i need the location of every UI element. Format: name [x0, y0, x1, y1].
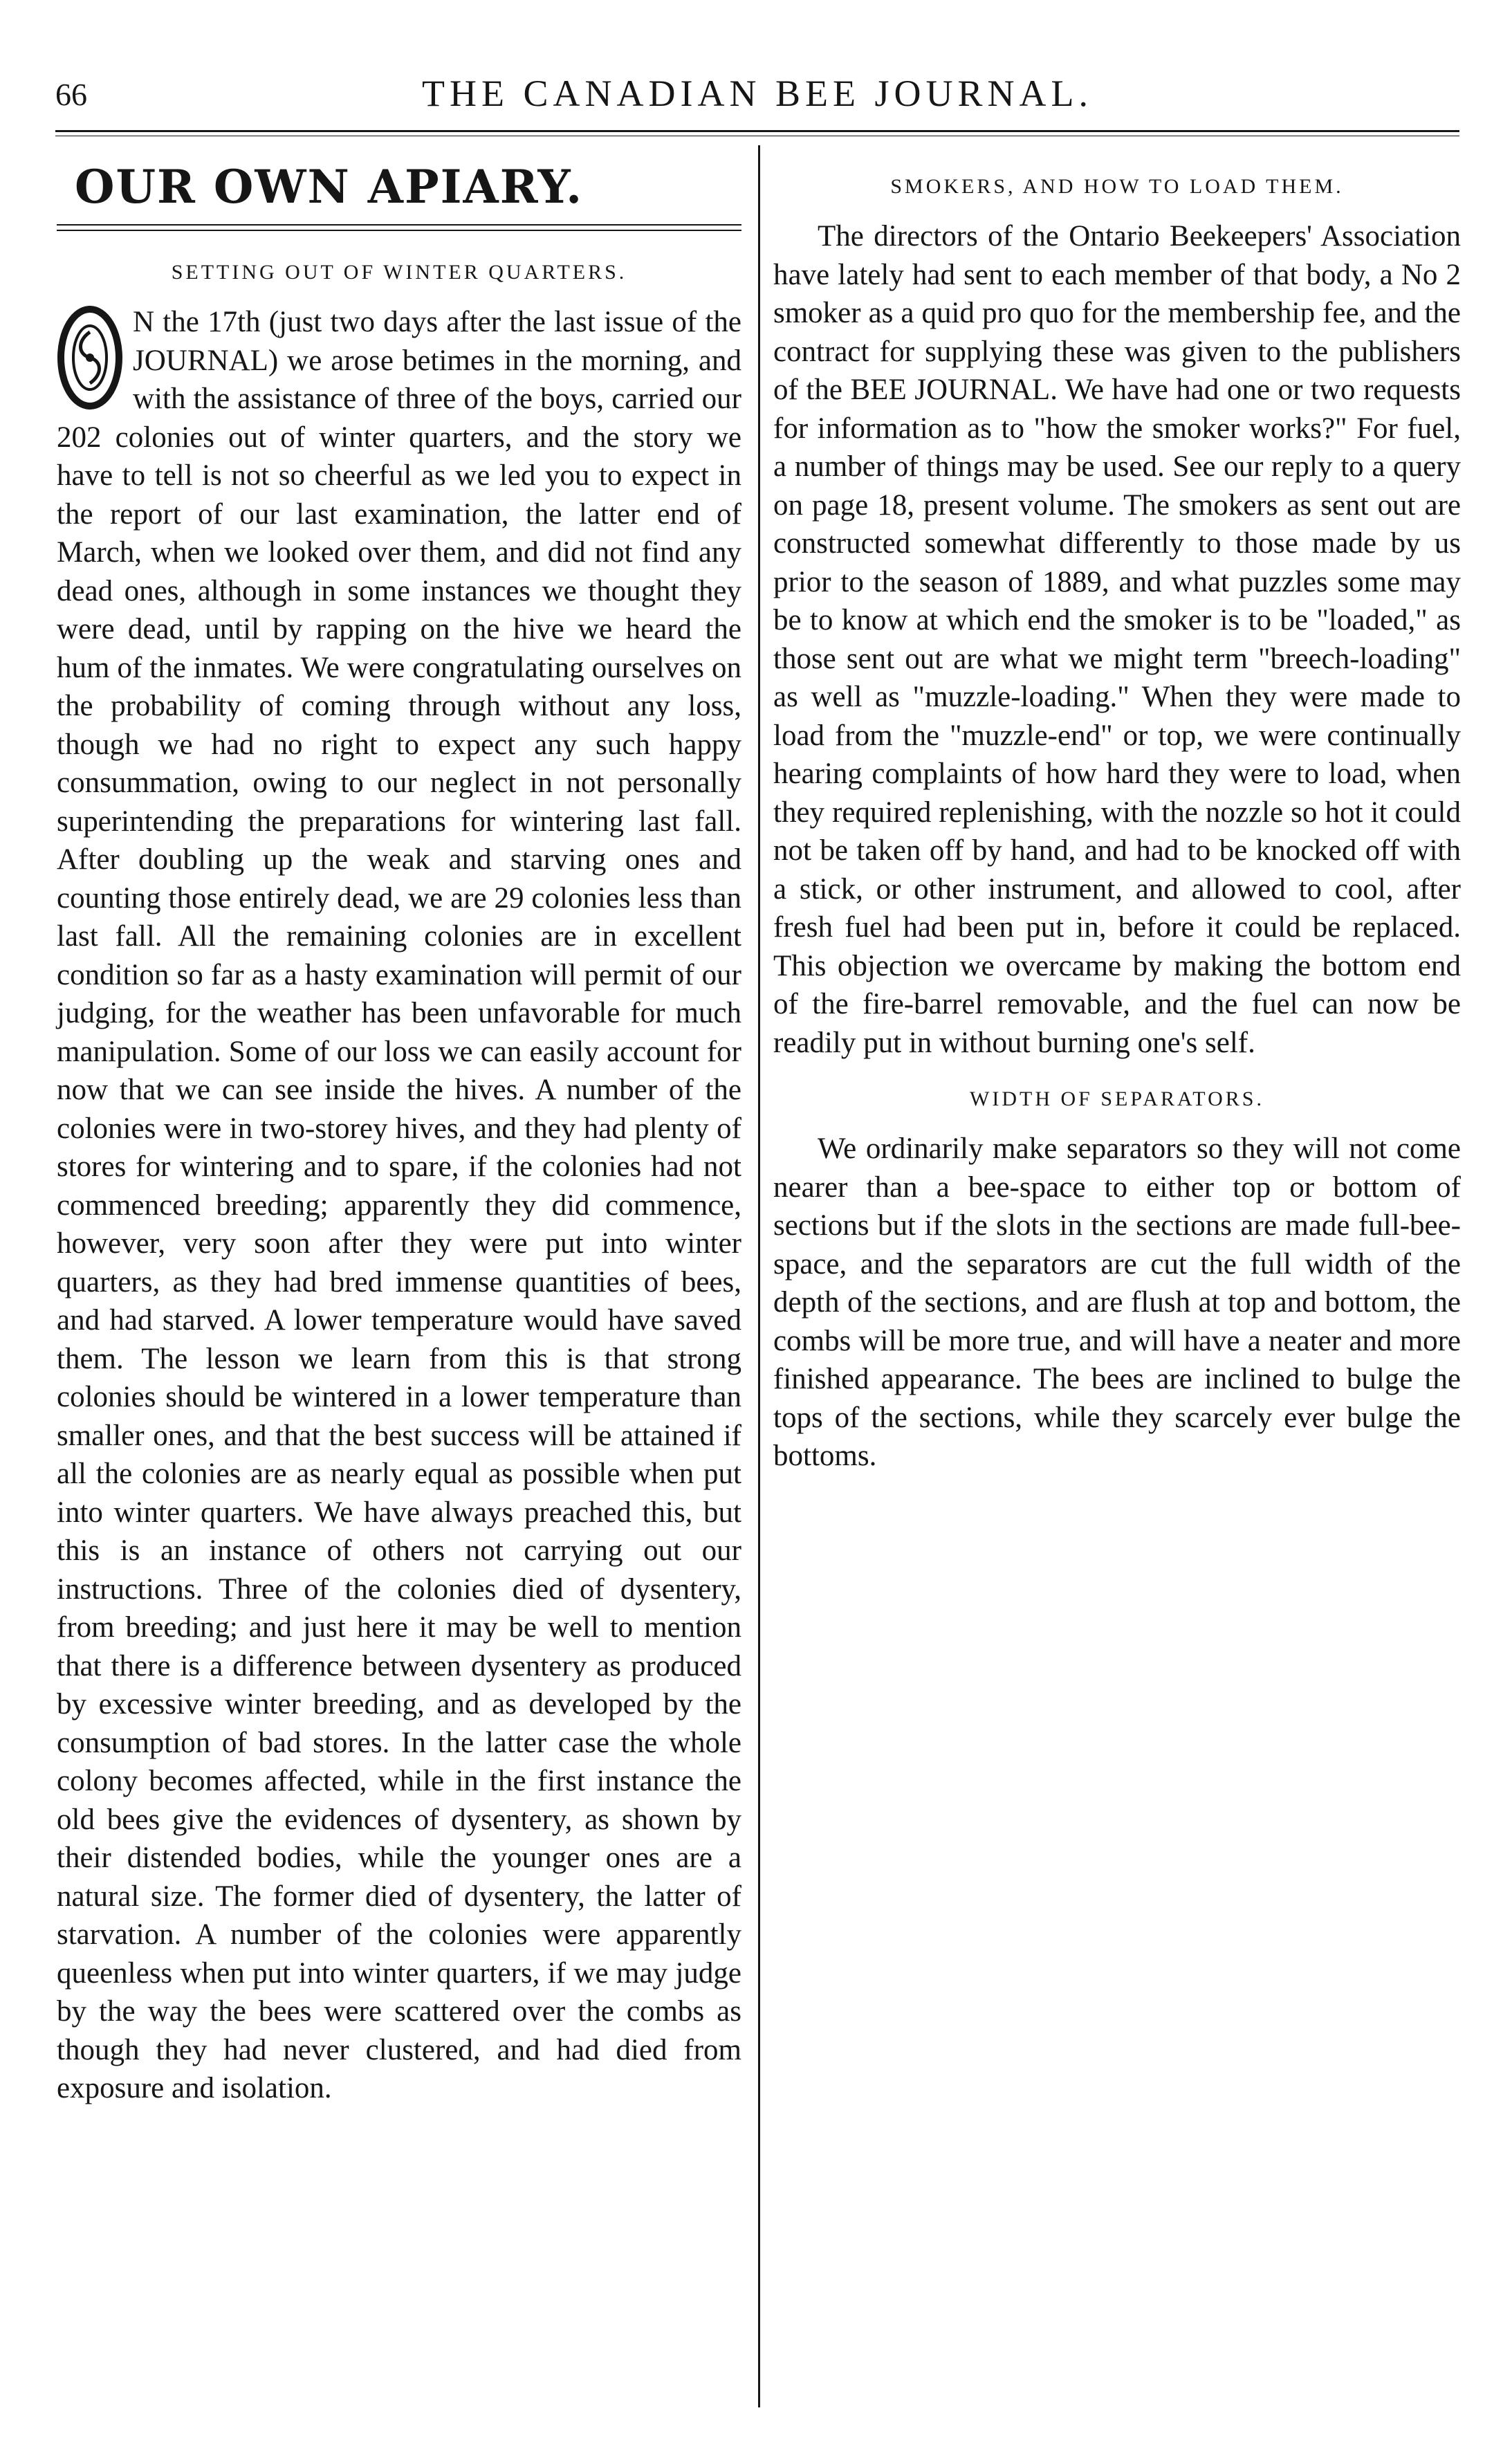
dropcap-ornament	[57, 306, 123, 410]
left-column	[57, 149, 741, 2108]
subhead-separators: WIDTH OF SEPARATORS.	[970, 1087, 1264, 1110]
column-divider	[758, 145, 760, 2407]
subhead-smokers: SMOKERS, AND HOW TO LOAD THEM.	[890, 175, 1344, 198]
section-title: OUR OWN APIARY.	[75, 160, 584, 214]
journal-title: THE CANADIAN BEE JOURNAL.	[422, 73, 1093, 114]
page-number: 66	[55, 77, 87, 112]
article-smokers-text: The directors of the Ontario Beekeepers' Association have lately had sent to each member of that body, a No 2 smoker as a quid pro quo for the membership fee, and the contract for supplying these was given to the publishers of the BEE JOURNAL. We have had one or two requests for information as to "how the smoker works?" For fuel, a number of things may be used. See our reply to a query on page 18, present volume. The smokers as sent out are constructed somewhat differently to those made by us prior to the season of 1889, and what puzzles some may be to know at which end the smoker is to be "loaded," as those sent out are what we might term "breech-loading" as well as "muzzle-loading." When they were made to load from the "muzzle-end" or top, we were continually hearing complaints of how hard they were to load, when they required replenishing, with the nozzle so hot it could not be taken off by hand, and had to be knocked off with a stick, or other instrument, and allowed to cool, after fresh fuel had been put in, before it could be replaced. This objection we overcame by making the bottom end of the fire-barrel removable, and the fuel can now be readily put in without burning one's self.	[773, 220, 1461, 1059]
right-column	[773, 149, 1461, 1476]
page-header	[55, 69, 1459, 125]
header-rule	[55, 130, 1459, 136]
article-separators-text: We ordinarily make separators so they will not come nearer than a bee-space to either top or bottom of sections but if the slots in the sections are made full-bee-space, and the separators are cut the full width of the depth of the sections, and are flush at top and bottom, the combs will be more true, and will have a neater and more finished appearance. The bees are inclined to bulge the tops of the sections, while they scarcely ever bulge the bottoms.	[773, 1132, 1461, 1472]
article-setting-out-text: N the 17th (just two days after the last issue of the JOURNAL) we arose betimes in the morning, and with the assistance of three of the boys, carried our 202 colonies out of winter quarters, and the story we have to tell is not so cheerful as we led you to expect in the report of our last examination, the latter end of March, when we looked over them, and did not find any dead ones, although in some instances we thought they were dead, until by rapping on the hive we heard the hum of the inmates. We were congratulating ourselves on the probability of coming through without any loss, though we had no right to expect any such happy consummation, owing to our neglect in not personally superintending the preparations for wintering last fall. After doubling up the weak and starving ones and counting those entirely dead, we are 29 colonies less than last fall. All the remaining colonies are in excellent condition so far as a hasty examination will permit of our judging, for the weather has been unfavorable for much manipulation. Some of our loss we can easily account for now that we can see inside the hives. A number of the colonies were in two-storey hives, and they had plenty of stores for wintering and to spare, if the colonies had not commenced breeding; apparently they did commence, however, very soon after they were put into winter quarters, as they had bred immense quantities of bees, and had starved. A lower temperature would have saved them. The lesson we learn from this is that strong colonies should be wintered in a lower temperature than smaller ones, and that the best success will be attained if all the colonies are as nearly equal as possible when put into winter quarters. We have always preached this, but this is an instance of others not carrying out our instructions. Three of the colonies died of dysentery, from breeding; and just here it may be well to mention that there is a difference between dysentery as produced by excessive winter breeding, and as developed by the consumption of bad stores. In the latter case the whole colony becomes affected, while in the first instance the old bees give the evidences of dysentery, as shown by their distended bodies, while the younger ones are a natural size. The former died of dysentery, the latter of starvation. A number of the colonies were apparently queenless when put into winter quarters, if we may judge by the way the bees were scattered over the combs as though they had never clustered, and had died from exposure and isolation.	[57, 306, 741, 2104]
title-rule	[57, 224, 741, 231]
subhead-setting-out: SETTING OUT OF WINTER QUARTERS.	[171, 261, 627, 284]
